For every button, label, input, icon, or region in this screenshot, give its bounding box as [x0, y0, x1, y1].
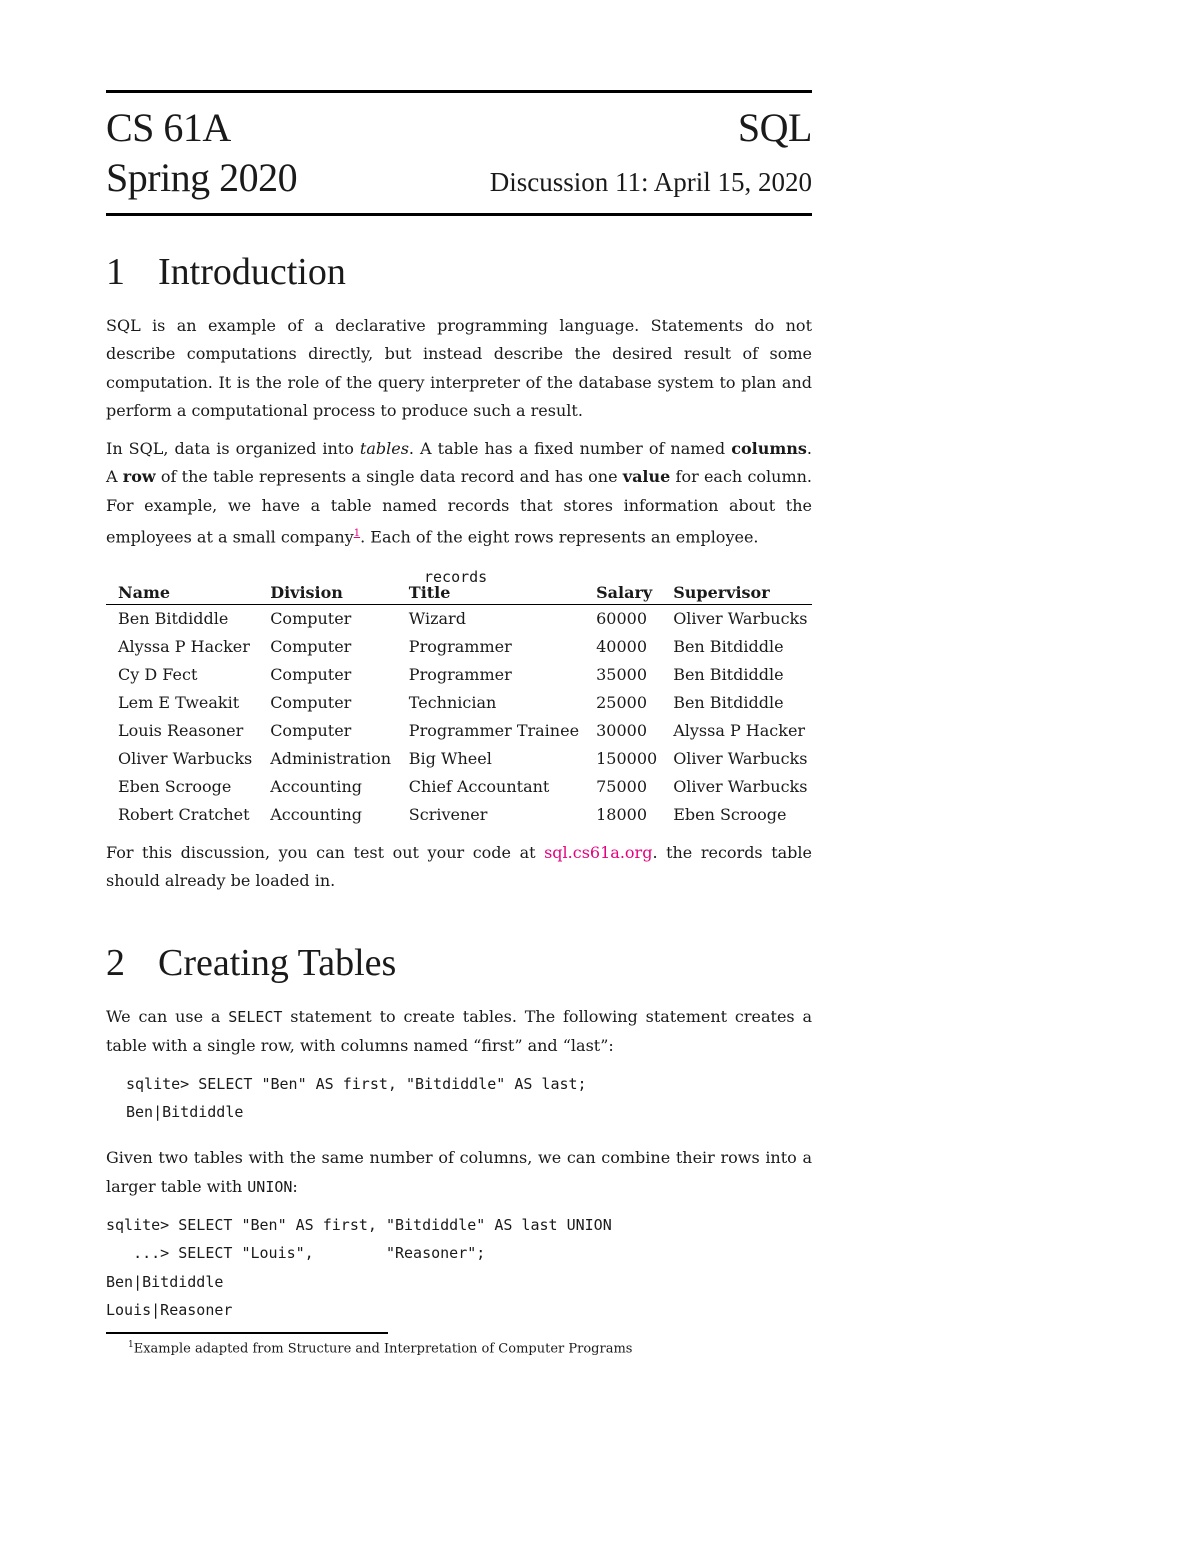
- union-keyword: UNION: [247, 1177, 293, 1196]
- section-title: Creating Tables: [158, 942, 397, 985]
- cell-name: Oliver Warbucks: [118, 749, 253, 769]
- sql-site-link[interactable]: sql.cs61a.org: [544, 842, 653, 862]
- cell-salary: 30000: [596, 721, 648, 741]
- records-table-caption: records: [424, 567, 488, 586]
- course-title: CS 61A: [106, 105, 231, 150]
- section-title: Introduction: [158, 251, 346, 293]
- table-row: [106, 661, 812, 689]
- table-row: [106, 773, 812, 801]
- topic-title: SQL: [737, 105, 812, 150]
- cell-title: Wizard: [408, 609, 466, 629]
- cell-title: Programmer Trainee: [408, 721, 580, 741]
- cell-supervisor: Oliver Warbucks: [673, 749, 808, 769]
- cell-supervisor: Oliver Warbucks: [673, 609, 808, 629]
- table-row: [106, 717, 812, 745]
- cell-name: Robert Cratchet: [118, 805, 250, 825]
- cell-title: Big Wheel: [408, 749, 492, 769]
- cell-salary: 40000: [596, 637, 648, 657]
- select-keyword: SELECT: [228, 1008, 283, 1027]
- table-row: [106, 689, 812, 717]
- records-table: [106, 576, 812, 829]
- table-row: [106, 633, 812, 661]
- cell-division: Administration: [270, 749, 392, 769]
- discussion-label: Discussion 11: April 15, 2020: [489, 167, 812, 197]
- cell-salary: 75000: [596, 777, 648, 797]
- header-top-rule: [106, 90, 812, 93]
- table-row: [106, 604, 812, 633]
- cell-supervisor: Ben Bitdiddle: [673, 637, 784, 657]
- columns-term: columns: [731, 439, 807, 459]
- cell-name: Louis Reasoner: [118, 721, 244, 741]
- intro-paragraph-1: SQL is an example of a declarative programming language. Statements do not describe computations directly, but instead describe the desired result of some computation. It is the role of the query interpreter of the database system to plan and perform a computational process to produce such a result.: [106, 316, 812, 420]
- cell-name: Cy D Fect: [118, 665, 198, 685]
- header-bottom-rule: [106, 213, 812, 216]
- cell-salary: 35000: [596, 665, 648, 685]
- cell-supervisor: Eben Scrooge: [673, 805, 787, 825]
- cell-division: Computer: [270, 721, 352, 741]
- cell-title: Scrivener: [408, 805, 488, 825]
- creating-paragraph-1: We can use a SELECT statement to create tables. The following statement creates a table with a single row, with columns named “first” and “last”:: [106, 1007, 813, 1055]
- header-row-1: [106, 101, 812, 155]
- records-table-body: [106, 604, 812, 829]
- cell-supervisor: Ben Bitdiddle: [673, 665, 784, 685]
- section-heading-introduction: [106, 250, 812, 294]
- cell-division: Computer: [270, 637, 352, 657]
- table-row: [106, 745, 812, 773]
- footnote-text: Example adapted from Structure and Interpretation of Computer Programs: [133, 1341, 633, 1357]
- code-block-2: [106, 1211, 812, 1324]
- intro-paragraph-2: In SQL, data is organized into tables. A table has a fixed number of named columns. A row of the table represents a single data record and has one value for each column. For example, we have a table named records that stores information about the employees at a small company$^1$. Each of the eight rows represents an employee.: [106, 439, 813, 547]
- header-row-2: [106, 151, 812, 205]
- code-line: Ben|Bitdiddle: [126, 1103, 244, 1122]
- cell-title: Programmer: [408, 637, 512, 657]
- section-heading-creating-tables: [106, 941, 812, 985]
- code-line: Louis|Reasoner: [106, 1300, 233, 1319]
- cell-division: Computer: [270, 665, 352, 685]
- cell-name: Alyssa P Hacker: [118, 637, 250, 657]
- cell-name: Ben Bitdiddle: [118, 609, 229, 629]
- table-row: [106, 801, 812, 829]
- tables-term: tables: [359, 439, 409, 459]
- cell-title: Programmer: [408, 665, 512, 685]
- after-table-paragraph: For this discussion, you can test out your code at sql.cs61a.org. the records table should already be loaded in.: [106, 842, 812, 890]
- row-term: row: [122, 467, 156, 487]
- cell-title: Technician: [408, 693, 497, 713]
- term-label: Spring 2020: [106, 155, 298, 200]
- section-number: 2: [106, 942, 125, 985]
- section-number: 1: [106, 251, 125, 293]
- code-line: sqlite> SELECT "Ben" AS first, "Bitdiddle" AS last;: [126, 1074, 587, 1093]
- cell-title: Chief Accountant: [408, 777, 550, 797]
- cell-supervisor: Alyssa P Hacker: [673, 721, 806, 741]
- col-header-salary: Salary: [596, 582, 653, 602]
- col-header-supervisor: Supervisor: [673, 582, 770, 602]
- document-page: [106, 90, 812, 1360]
- cell-supervisor: Ben Bitdiddle: [673, 693, 784, 713]
- cell-salary: 60000: [596, 609, 648, 629]
- col-header-name: Name: [118, 582, 171, 602]
- cell-name: Lem E Tweakit: [118, 693, 240, 713]
- cell-salary: 150000: [596, 749, 658, 769]
- cell-salary: 18000: [596, 805, 648, 825]
- cell-division: Accounting: [270, 777, 362, 797]
- col-header-title: Title: [408, 582, 451, 602]
- col-header-division: Division: [270, 582, 343, 602]
- code-block-1: [126, 1070, 812, 1127]
- cell-division: Computer: [270, 609, 352, 629]
- cell-salary: 25000: [596, 693, 648, 713]
- code-line: ...> SELECT "Louis", "Reasoner";: [106, 1244, 486, 1263]
- code-line: Ben|Bitdiddle: [106, 1272, 224, 1291]
- footnote: [106, 1334, 812, 1360]
- cell-division: Accounting: [270, 805, 362, 825]
- footnote-mark: 1: [128, 1339, 134, 1350]
- value-term: value: [622, 467, 671, 487]
- footnote-ref-link[interactable]: 1: [353, 528, 361, 540]
- creating-paragraph-2: Given two tables with the same number of columns, we can combine their rows into a larger table with UNION:: [106, 1148, 812, 1196]
- cell-name: Eben Scrooge: [118, 777, 232, 797]
- records-table-block: [106, 567, 812, 829]
- cell-supervisor: Oliver Warbucks: [673, 777, 808, 797]
- cell-division: Computer: [270, 693, 352, 713]
- code-line: sqlite> SELECT "Ben" AS first, "Bitdiddle" AS last UNION: [106, 1216, 612, 1235]
